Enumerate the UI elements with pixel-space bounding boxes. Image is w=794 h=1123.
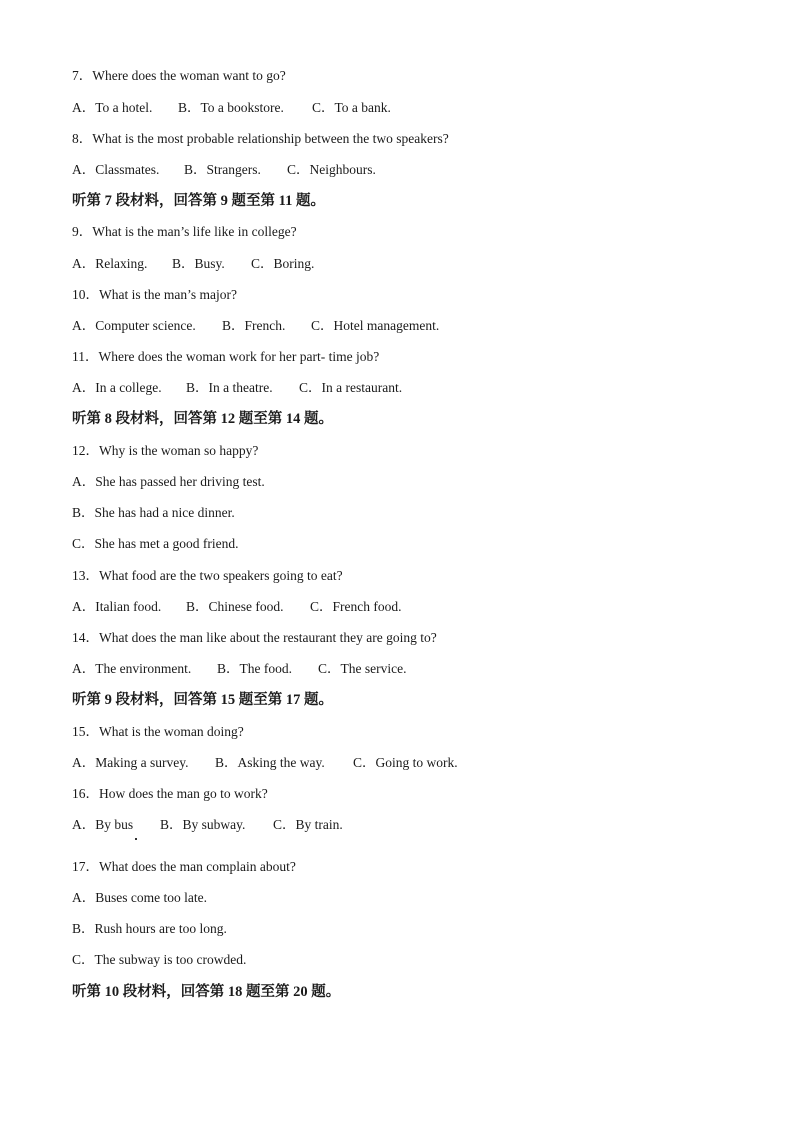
option-a: A．Classmates. [72,162,160,177]
option-b: B．To a bookstore. [178,100,284,115]
option-b: B．Busy. [172,256,225,271]
section-heading-9: 听第 9 段材料，回答第 15 题至第 17 题。 [72,692,333,708]
option-b: B．Asking the way. [215,755,325,770]
option-a: A．Computer science. [72,318,196,333]
question-14: 14．What does the man like about the restaurant they are going to? [72,630,437,645]
option-12b: B．She has had a nice dinner. [72,505,235,520]
option-c: C．By train. [273,817,343,832]
options-14 [72,660,406,678]
option-b: B．French. [222,318,286,333]
option-b: B．In a theatre. [186,380,273,395]
option-c: C．The service. [318,661,407,676]
section-heading-7: 听第 7 段材料，回答第 9 题至第 11 题。 [72,193,325,209]
question-7: 7．Where does the woman want to go? [72,68,286,83]
question-15: 15．What is the woman doing? [72,724,244,739]
options-7 [72,99,391,117]
option-b: B．The food. [217,661,292,676]
option-c: C．Boring. [251,256,315,271]
option-a: A．The environment. [72,661,192,676]
section-heading-8: 听第 8 段材料，回答第 12 题至第 14 题。 [72,411,333,427]
option-a: A．To a hotel. [72,100,153,115]
option-17a: A．Buses come too late. [72,890,207,905]
options-15 [72,754,458,772]
question-17: 17．What does the man complain about? [72,859,296,874]
options-10 [72,317,439,335]
option-c: C．To a bank. [312,100,391,115]
option-c: C．French food. [310,599,402,614]
option-c: C．Hotel management. [311,318,440,333]
options-8 [72,161,376,179]
options-11 [72,379,402,397]
question-16: 16．How does the man go to work? [72,786,268,801]
question-10: 10．What is the man’s major? [72,287,237,302]
option-17b: B．Rush hours are too long. [72,921,227,936]
option-c: C．Going to work. [353,755,458,770]
options-9 [72,255,314,273]
question-8: 8．What is the most probable relationship between the two speakers? [72,131,449,146]
option-12c: C．She has met a good friend. [72,536,239,551]
option-b: B．Strangers. [184,162,261,177]
stray-mark [135,838,137,840]
option-a: A．In a college. [72,380,162,395]
question-9: 9．What is the man’s life like in college? [72,224,297,239]
option-c: C．Neighbours. [287,162,376,177]
option-12a: A．She has passed her driving test. [72,474,265,489]
option-a: A．Italian food. [72,599,162,614]
option-a: A．Relaxing. [72,256,148,271]
question-12: 12．Why is the woman so happy? [72,443,259,458]
option-a: A．By bus [72,817,134,832]
options-13 [72,598,402,616]
options-16 [72,816,343,834]
question-11: 11．Where does the woman work for her part- time job? [72,349,380,364]
option-17c: C．The subway is too crowded. [72,952,247,967]
option-b: B．By subway. [160,817,246,832]
option-c: C．In a restaurant. [299,380,403,395]
option-a: A．Making a survey. [72,755,189,770]
option-b: B．Chinese food. [186,599,284,614]
section-heading-10: 听第 10 段材料，回答第 18 题至第 20 题。 [72,984,341,1000]
question-13: 13．What food are the two speakers going to eat? [72,568,343,583]
